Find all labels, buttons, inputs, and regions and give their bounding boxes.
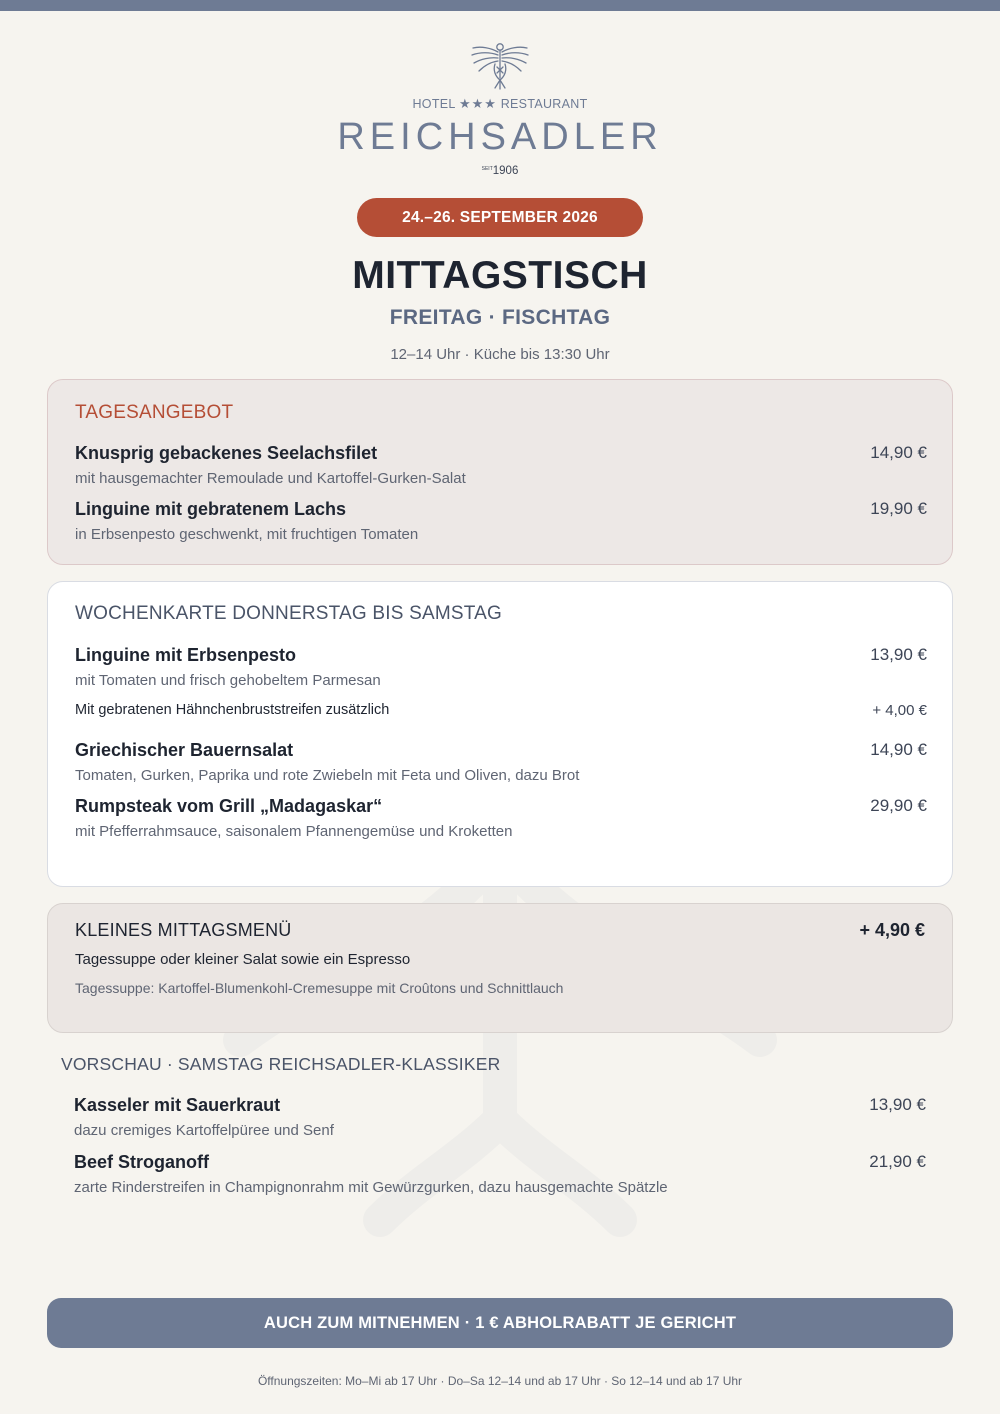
restaurant-label: RESTAURANT xyxy=(500,97,588,111)
menu-item xyxy=(75,645,927,689)
top-accent-bar xyxy=(0,0,1000,11)
hotel-label: HOTEL xyxy=(412,97,456,111)
weekly-menu-title: WOCHENKARTE DONNERSTAG BIS SAMSTAG xyxy=(75,603,502,624)
hotel-line xyxy=(0,96,1000,112)
takeaway-banner: AUCH ZUM MITNEHMEN · 1 € ABHOLRABATT JE GERICHT xyxy=(47,1298,953,1348)
since-line xyxy=(0,165,1000,177)
date-range-badge: 24.–26. SEPTEMBER 2026 xyxy=(357,198,643,237)
dish-price: 14,90 € xyxy=(870,740,927,759)
dish-price: 19,90 € xyxy=(870,499,927,518)
daily-offer-title: TAGESANGEBOT xyxy=(75,402,234,423)
small-menu-soup-note: Tagessuppe: Kartoffel-Blumenkohl-Cremesuppe mit Croûtons und Schnittlauch xyxy=(75,980,564,996)
weekly-menu-card xyxy=(47,581,953,887)
dish-name: Griechischer Bauernsalat xyxy=(75,740,294,760)
small-lunch-menu-card xyxy=(47,903,953,1033)
small-menu-title: KLEINES MITTAGSMENÜ xyxy=(75,920,292,940)
menu-item xyxy=(75,499,927,543)
dish-name: Knusprig gebackenes Seelachsfilet xyxy=(75,443,378,463)
menu-item xyxy=(74,1152,926,1196)
dish-name: Kasseler mit Sauerkraut xyxy=(74,1095,281,1115)
small-menu-price: + 4,90 € xyxy=(859,920,925,940)
page-subtitle: FREITAG · FISCHTAG xyxy=(389,306,611,329)
eagle-crest-icon xyxy=(469,38,531,90)
addon-label: Mit gebratenen Hähnchenbruststreifen zusätzlich xyxy=(75,702,390,718)
dish-price: 21,90 € xyxy=(869,1152,926,1171)
star-rating: ★★★ xyxy=(458,96,497,111)
page-title: MITTAGSTISCH xyxy=(352,254,648,297)
menu-item xyxy=(75,443,927,487)
dish-description: dazu cremiges Kartoffelpüree und Senf xyxy=(74,1122,334,1139)
brand-name: REICHSADLER xyxy=(337,116,663,158)
dish-price: 13,90 € xyxy=(870,645,927,664)
dish-name: Linguine mit Erbsenpesto xyxy=(75,645,297,665)
dish-description: mit hausgemachter Remoulade und Kartoffel-Gurken-Salat xyxy=(75,470,466,487)
daily-offer-card xyxy=(47,379,953,565)
menu-item xyxy=(75,740,927,784)
small-menu-description: Tagessuppe oder kleiner Salat sowie ein Espresso xyxy=(75,951,411,968)
dish-name: Rumpsteak vom Grill „Madagaskar“ xyxy=(75,796,383,816)
dish-name: Linguine mit gebratenem Lachs xyxy=(75,499,347,519)
dish-price: 14,90 € xyxy=(870,443,927,462)
opening-hours-footer: Öffnungszeiten: Mo–Mi ab 17 Uhr · Do–Sa 12–14 und ab 17 Uhr · So 12–14 und ab 17 Uhr xyxy=(257,1374,743,1388)
dish-description: mit Tomaten und frisch gehobeltem Parmesan xyxy=(75,672,381,689)
since-prefix: SEIT xyxy=(481,166,493,172)
dish-price: 13,90 € xyxy=(869,1095,926,1114)
since-year: 1906 xyxy=(492,165,519,177)
dish-description: Tomaten, Gurken, Paprika und rote Zwiebeln mit Feta und Oliven, dazu Brot xyxy=(75,767,580,784)
preview-title: VORSCHAU · SAMSTAG REICHSADLER-KLASSIKER xyxy=(61,1054,501,1074)
addon-price: + 4,00 € xyxy=(872,702,927,719)
dish-description: in Erbsenpesto geschwenkt, mit fruchtigen Tomaten xyxy=(75,526,419,543)
preview-section xyxy=(47,1095,953,1215)
dish-description: mit Pfefferrahmsauce, saisonalem Pfannengemüse und Kroketten xyxy=(75,823,513,840)
addon-option xyxy=(75,702,927,718)
dish-name: Beef Stroganoff xyxy=(74,1152,209,1172)
menu-item xyxy=(74,1095,926,1139)
service-hours: 12–14 Uhr · Küche bis 13:30 Uhr xyxy=(390,346,610,363)
header xyxy=(0,38,1000,177)
menu-item xyxy=(75,796,927,840)
dish-description: zarte Rinderstreifen in Champignonrahm mit Gewürzgurken, dazu hausgemachte Spätzle xyxy=(74,1179,668,1196)
dish-price: 29,90 € xyxy=(870,796,927,815)
